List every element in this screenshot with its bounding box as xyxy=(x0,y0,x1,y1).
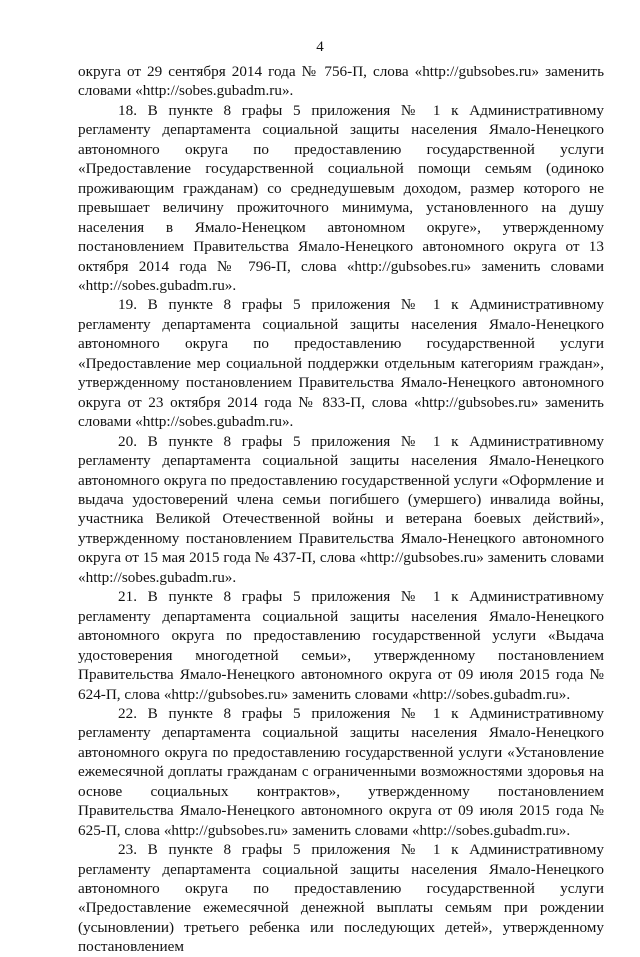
paragraph-21: 21. В пункте 8 графы 5 приложения № 1 к Административному регламенту департамента социальной защиты населения Ямало-Ненецкого автономного округа по предоставлению государственной услуги «Выдача удостоверения многодетной семьи», утвержденному постановлением Правительства Ямало-Ненецкого автономного округа от 09 июля 2015 года № 624-П, слова «http://gubsobes.ru» заменить словами «http://sobes.gubadm.ru». xyxy=(78,588,604,703)
paragraph-17-continuation: округа от 29 сентября 2014 года № 756-П, слова «http://gubsobes.ru» заменить словами «http://sobes.gubadm.ru». xyxy=(78,63,604,100)
paragraph-19: 19. В пункте 8 графы 5 приложения № 1 к Административному регламенту департамента социальной защиты населения Ямало-Ненецкого автономного округа по предоставлению государственной услуги «Предоставление мер социальной поддержки отдельным категориям граждан», утвержденному постановлением Правительства Ямало-Ненецкого автономного округа от 23 октября 2014 года № 833-П, слова «http://gubsobes.ru» заменить словами «http://sobes.gubadm.ru». xyxy=(78,296,604,431)
paragraph-23: 23. В пункте 8 графы 5 приложения № 1 к Административному регламенту департамента социальной защиты населения Ямало-Ненецкого автономного округа по предоставлению государственной услуги «Предоставление ежемесячной денежной выплаты семьям при рождении (усыновлении) третьего ребенка или последующих детей», утвержденному постановлением xyxy=(78,841,604,956)
paragraph-22: 22. В пункте 8 графы 5 приложения № 1 к Административному регламенту департамента социальной защиты населения Ямало-Ненецкого автономного округа по предоставлению государственной услуги «Установление ежемесячной доплаты гражданам с ограниченными возможностями здоровья на основе социальных контрактов», утвержденному постановлением Правительства Ямало-Ненецкого автономного округа от 09 июля 2015 года № 625-П, слова «http://gubsobes.ru» заменить словами «http://sobes.gubadm.ru». xyxy=(78,704,604,839)
document-body xyxy=(78,62,604,957)
paragraph-18: 18. В пункте 8 графы 5 приложения № 1 к Административному регламенту департамента социальной защиты населения Ямало-Ненецкого автономного округа по предоставлению государственной услуги «Предоставление государственной социальной помощи семьям (одиноко проживающим гражданам) со среднедушевым доходом, размер которого не превышает величину прожиточного минимума, установленного на душу населения в Ямало-Ненецком автономном округе», утвержденному постановлением Правительства Ямало-Ненецкого автономного округа от 13 октября 2014 года № 796-П, слова «http://gubsobes.ru» заменить словами «http://sobes.gubadm.ru». xyxy=(78,101,604,294)
paragraph-20: 20. В пункте 8 графы 5 приложения № 1 к Административному регламенту департамента социальной защиты населения Ямало-Ненецкого автономного округа по предоставлению государственной услуги «Оформление и выдача удостоверений члена семьи погибшего (умершего) инвалида войны, участника Великой Отечественной войны и ветерана боевых действий», утвержденному постановлением Правительства Ямало-Ненецкого автономного округа от 15 мая 2015 года № 437-П, слова «http://gubsobes.ru» заменить словами «http://sobes.gubadm.ru». xyxy=(78,432,604,586)
page-number: 4 xyxy=(316,39,324,55)
